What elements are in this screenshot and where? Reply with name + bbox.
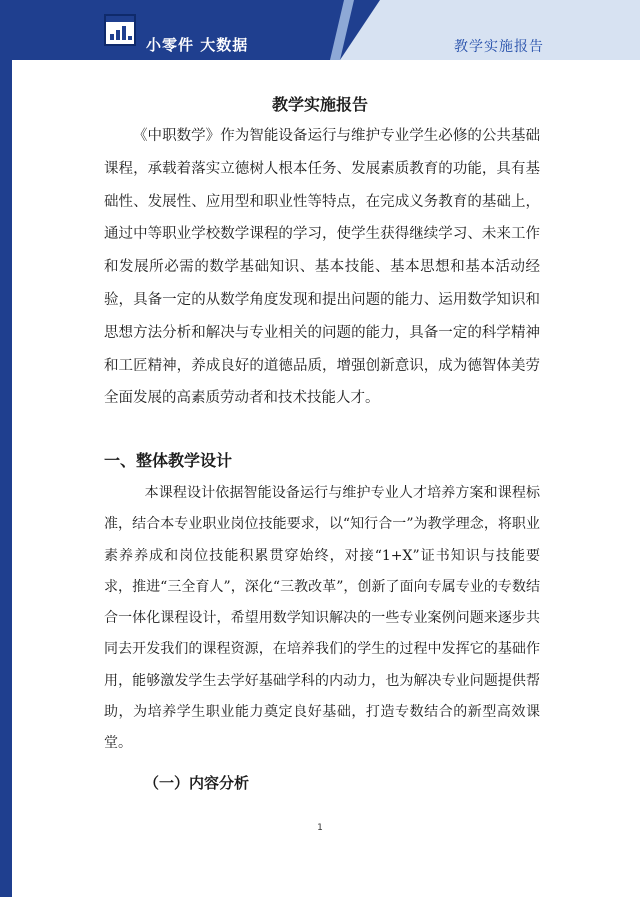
intro-paragraph: 《中职数学》作为智能设备运行与维护专业学生必修的公共基础课程，承载着落实立德树人根本任务、发展素质教育的功能，具有基础性、发展性、应用型和职业性等特点，在完成义务教育的基础上，通过中等职业学校数学课程的学习，使学生获得继续学习、未来工作和发展所必需的数学基础知识、基本技能、基本思想和基本活动经验，具备一定的从数学角度发现和提出问题的能力、运用数学知识和思想方法分析和解决与专业相关的问题的能力，具备一定的科学精神和工匠精神，养成良好的道德品质，增强创新意识，成为德智体美劳全面发展的高素质劳动者和技术技能人才。: [104, 128, 540, 407]
document-title: 教学实施报告: [271, 95, 368, 114]
page-number: 1: [317, 823, 323, 833]
bar-chart-logo-icon: [104, 14, 136, 46]
section-heading-overall-design: 一、整体教学设计: [104, 451, 233, 470]
brand-name: 小零件 大数据: [146, 36, 249, 54]
left-sidebar-bar: [0, 60, 12, 897]
subsection-heading-content-analysis: （一）内容分析: [144, 774, 250, 792]
section-paragraph: 本课程设计依据智能设备运行与维护专业人才培养方案和课程标准，结合本专业职业岗位技能要求，以“知行合一”为教学理念，将职业素养养成和岗位技能积累贯穿始终，对接“1+X”证书知识与技能要求，推进“三全育人”，深化“三教改革”，创新了面向专属专业的专数结合一体化课程设计，希望用数学知识解决的一些专业案例问题来逐步共同去开发我们的课程资源，在培养我们的学生的过程中发挥它的基础作用，能够激发学生去学好基础学科的内动力，也为解决专业问题提供帮助，为培养学生职业能力奠定良好基础，打造专数结合的新型高效课堂。: [104, 485, 540, 752]
header-doc-label: 教学实施报告: [454, 39, 544, 55]
